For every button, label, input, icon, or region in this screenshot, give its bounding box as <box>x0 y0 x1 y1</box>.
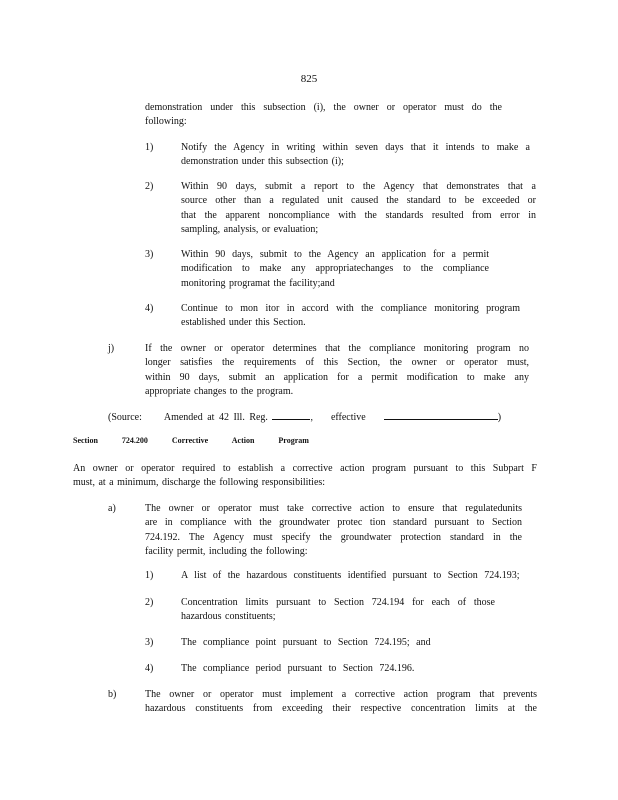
list-item <box>181 636 471 650</box>
item-label: 2) <box>145 181 154 192</box>
section-heading <box>73 436 331 445</box>
text-line: sampling, analysis, or evaluation; <box>181 223 319 235</box>
text-line: hazardous constituents; <box>181 611 276 623</box>
register-blank <box>272 409 310 420</box>
item-label: 3) <box>145 637 154 648</box>
text-line: Concentration limits pursuant to Section 724.194 for each of those <box>181 597 495 608</box>
paragraph-j <box>145 342 529 399</box>
source-note <box>108 409 501 425</box>
list-item <box>181 569 536 583</box>
text-line: are in compliance with the groundwater protec tion standard pursuant to Section <box>145 517 522 529</box>
text-line: that the apparent noncompliance with the standards resulted from error in <box>181 209 536 221</box>
text-line: established under this Section. <box>181 317 306 329</box>
text-line: Within 90 days, submit to the Agency an application for a permit <box>181 249 489 260</box>
text-line: An owner or operator required to establish a corrective action program pursuant to this Subpart F <box>73 463 537 474</box>
item-label: 4) <box>145 303 154 314</box>
section-title-word: Action <box>231 436 255 445</box>
text-line: within 90 days, submit an application for a permit modification to make any <box>145 371 529 383</box>
source-comma: , <box>310 412 313 423</box>
text-line: Notify the Agency in writing within seven days that it intends to make a <box>181 142 530 153</box>
item-label: j) <box>108 343 115 354</box>
item-label: 3) <box>145 249 154 260</box>
item-label: a) <box>108 503 116 514</box>
item-label: 4) <box>145 663 154 674</box>
source-effective: effective <box>330 412 366 423</box>
section-title-word: Corrective <box>171 436 209 445</box>
text-line: The compliance period pursuant to Section 724.196. <box>181 663 415 674</box>
source-text: Amended at 42 Ill. Reg. <box>163 412 268 423</box>
text-line: A list of the hazardous constituents identified pursuant to Section 724.193; <box>181 570 520 581</box>
intro-paragraph <box>145 101 502 130</box>
text-line: 724.192. The Agency must specify the groundwater protection standard in the <box>145 531 522 543</box>
text-line: following: <box>145 116 187 128</box>
text-line: The owner or operator must take corrective action to ensure that regulatedunits <box>145 503 522 514</box>
text-line: longer satisfies the requirements of this Section, the owner or operator must, <box>145 357 529 369</box>
item-label: 1) <box>145 142 154 153</box>
item-label: b) <box>108 689 117 700</box>
paragraph-b <box>145 688 537 717</box>
text-line: source other than a regulated unit caused the standard to be exceeded or <box>181 195 536 207</box>
text-line: The owner or operator must implement a corrective action program that prevents <box>145 689 537 700</box>
section-title-word: Program <box>278 436 309 445</box>
list-item <box>181 302 520 331</box>
item-label: 2) <box>145 597 154 608</box>
text-line: demonstration under this subsection (i); <box>181 156 344 168</box>
page-number: 825 <box>300 73 318 85</box>
source-close: ) <box>497 412 502 423</box>
text-line: Continue to mon itor in accord with the compliance monitoring program <box>181 303 520 314</box>
list-item <box>181 180 536 237</box>
text-line: monitoring programat the facility;and <box>181 277 335 289</box>
section-intro-paragraph <box>73 462 537 491</box>
paragraph-a <box>145 502 522 559</box>
text-line: hazardous constituents from exceeding their respective concentration limits at the <box>145 703 537 715</box>
list-item <box>181 662 471 676</box>
effective-date-blank <box>384 409 498 420</box>
list-item <box>181 596 495 625</box>
item-label: 1) <box>145 570 154 581</box>
source-prefix: (Source: <box>108 412 142 423</box>
text-line: demonstration under this subsection (i), the owner or operator must do the <box>145 102 502 113</box>
section-word: Section <box>73 436 98 445</box>
section-number: 724.200 <box>121 436 148 445</box>
text-line: appropriate changes to the program. <box>145 385 294 397</box>
text-line: must, at a minimum, discharge the following responsibilities: <box>73 477 326 489</box>
text-line: If the owner or operator determines that the compliance monitoring program no <box>145 343 529 354</box>
list-item <box>181 141 530 170</box>
text-line: The compliance point pursuant to Section 724.195; and <box>181 637 431 648</box>
text-line: Within 90 days, submit a report to the Agency that demonstrates that a <box>181 181 536 192</box>
list-item <box>181 248 489 291</box>
text-line: modification to make any appropriatechanges to the compliance <box>181 263 489 275</box>
text-line: facility permit, including the following: <box>145 545 308 557</box>
